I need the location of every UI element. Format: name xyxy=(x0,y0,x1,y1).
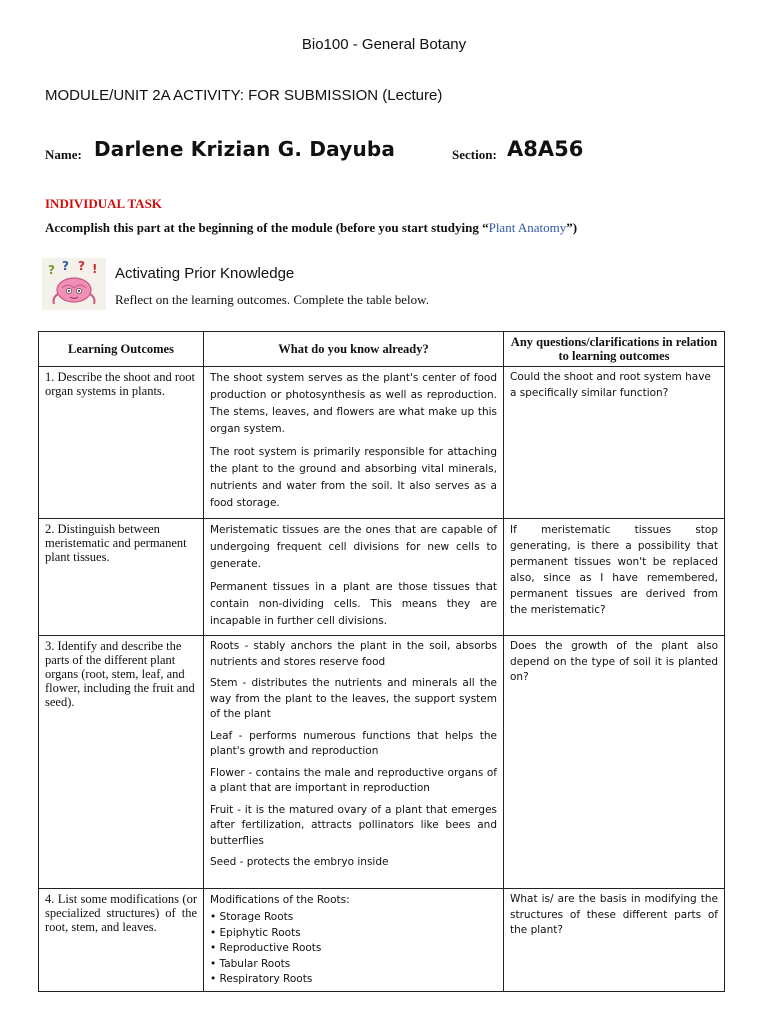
know-paragraph: Permanent tissues in a plant are those tissues that contain non-dividing cells. This means they are incapable in further cell divisions. xyxy=(210,581,497,627)
know-paragraph: Fruit - it is the matured ovary of a plant that emerges after fertilization, attracts pollinators like bees and butterflies xyxy=(210,803,497,847)
know-paragraph: The root system is primarily responsible for attaching the plant to the ground and absorbing vital minerals, nutrients and water from the soil. It also serves as a food storage. xyxy=(210,446,497,509)
table-row xyxy=(39,519,725,636)
list-item: • Respiratory Roots xyxy=(210,973,313,985)
header-learning-outcomes: Learning Outcomes xyxy=(39,332,204,367)
know-cell xyxy=(204,889,504,992)
plant-anatomy-link[interactable]: Plant Anatomy xyxy=(488,220,567,235)
header-what-you-know: What do you know already? xyxy=(204,332,504,367)
section-value: A8A56 xyxy=(507,137,584,161)
question-cell: What is/ are the basis in modifying the structures of these different parts of the plant? xyxy=(504,889,725,992)
list-item: • Epiphytic Roots xyxy=(210,926,301,939)
list-item: • Storage Roots xyxy=(210,911,294,923)
outcome-cell: 3. Identify and describe the parts of the different plant organs (root, stem, leaf, and flower, including the fruit and seed). xyxy=(39,636,204,889)
outcome-cell: 2. Distinguish between meristematic and permanent plant tissues. xyxy=(39,519,204,636)
table-header-row xyxy=(39,332,725,367)
outcome-cell: 4. List some modifications (or specialized structures) of the root, stem, and leaves. xyxy=(39,889,204,992)
question-cell: If meristematic tissues stop generating, is there a possibility that permanent tissues won't be replaced also, since as I have remembered, permanent tissues are derived from the meristematic? xyxy=(504,519,725,636)
header-questions: Any questions/clarifications in relation to learning outcomes xyxy=(504,332,725,367)
know-cell xyxy=(204,367,504,519)
know-paragraph: Seed - protects the embryo inside xyxy=(210,856,389,868)
learning-outcomes-table xyxy=(38,331,725,992)
course-title: Bio100 - General Botany xyxy=(301,36,467,53)
table-row xyxy=(39,636,725,889)
know-paragraph: The shoot system serves as the plant's center of food production or photosynthesis as well as reproduction. The stems, leaves, and flowers are what make up this organ system. xyxy=(210,372,497,435)
know-paragraph: Stem - distributes the nutrients and minerals all the way from the plant to the leaves, the support system of the plant xyxy=(210,677,497,720)
activity-heading: Activating Prior Knowledge xyxy=(115,265,295,282)
list-item: • Tabular Roots xyxy=(210,957,291,970)
know-cell xyxy=(204,519,504,636)
table-row xyxy=(39,889,725,992)
task-label: INDIVIDUAL TASK xyxy=(45,196,162,211)
svg-text:?: ? xyxy=(62,259,69,273)
activity-subtext: Reflect on the learning outcomes. Complete the table below. xyxy=(115,292,429,307)
know-paragraph: Leaf - performs numerous functions that helps the plant's growth and reproduction xyxy=(210,729,497,757)
table-row xyxy=(39,367,725,519)
modifications-list xyxy=(210,910,497,988)
know-paragraph: Meristematic tissues are the ones that are capable of undergoing frequent cell divisions for new cells to generate. xyxy=(210,524,497,570)
svg-text:?: ? xyxy=(48,263,55,277)
know-paragraph: Flower - contains the male and reproductive organs of a plant that are important in reproduction xyxy=(210,766,497,794)
outcome-cell: 1. Describe the shoot and root organ systems in plants. xyxy=(39,367,204,519)
question-cell: Does the growth of the plant also depend on the type of soil it is planted on? xyxy=(504,636,725,889)
module-title: MODULE/UNIT 2A ACTIVITY: FOR SUBMISSION (Lecture) xyxy=(45,87,443,104)
svg-text:!: ! xyxy=(92,262,98,276)
svg-text:?: ? xyxy=(78,259,85,273)
know-cell xyxy=(204,636,504,889)
thinking-brain-icon xyxy=(42,258,106,310)
instruction-suffix: ”) xyxy=(566,220,578,235)
question-cell: Could the shoot and root system have a specifically similar function? xyxy=(504,367,725,519)
modifications-title: Modifications of the Roots: xyxy=(210,894,350,906)
list-item: • Reproductive Roots xyxy=(210,942,322,954)
instruction-prefix: Accomplish this part at the beginning of the module (before you start studying “ xyxy=(45,220,489,235)
name-label: Name: xyxy=(45,147,82,162)
instruction-text xyxy=(45,220,577,236)
name-value: Darlene Krizian G. Dayuba xyxy=(94,137,396,161)
section-label: Section: xyxy=(452,147,497,162)
know-paragraph: Roots - stably anchors the plant in the soil, absorbs nutrients and stores reserve food xyxy=(210,640,497,668)
